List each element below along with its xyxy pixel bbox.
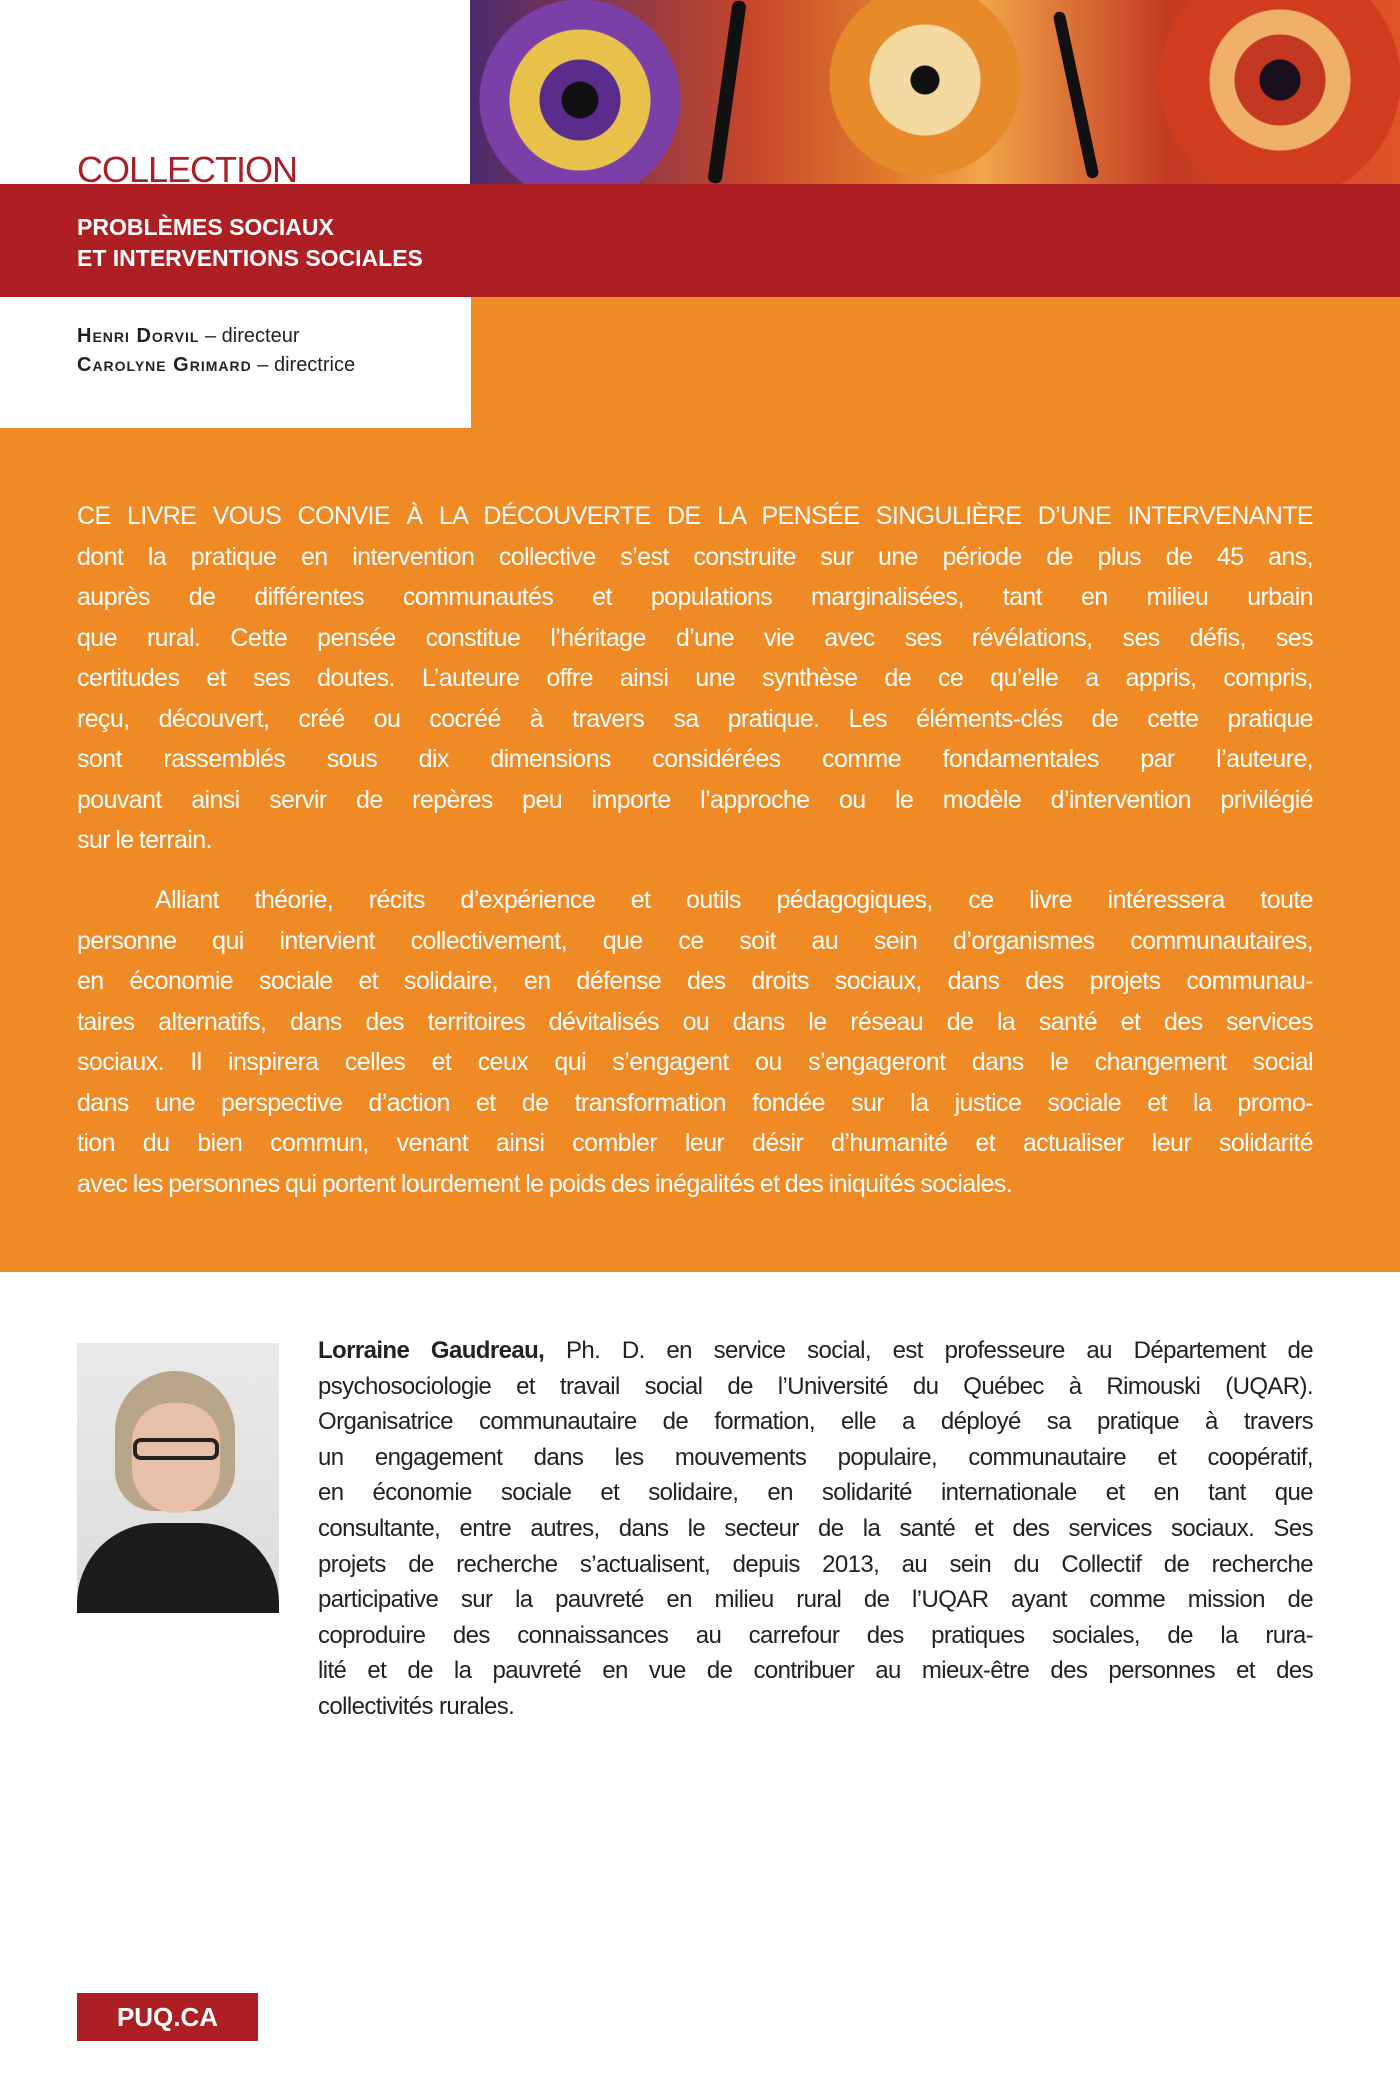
bio-line bbox=[318, 1333, 1313, 1369]
text-line: psychosociologie et travail social de l’Université du Québec à Rimouski (UQAR). bbox=[318, 1372, 1313, 1400]
painting-stroke bbox=[707, 0, 746, 184]
text-line: pouvant ainsi servir de repères peu importe l’approche ou le modèle d’intervention privilégié bbox=[77, 785, 1313, 814]
summary-paragraph-2 bbox=[77, 880, 1313, 1204]
text-line: en économie sociale et solidaire, en défense des droits sociaux, dans des projets communau- bbox=[77, 967, 1313, 995]
text-line: reçu, découvert, créé ou cocréé à travers sa pratique. Les éléments-clés de cette pratique bbox=[77, 704, 1313, 733]
director-role: – directrice bbox=[257, 354, 356, 376]
text-line: sur le terrain. bbox=[77, 826, 212, 854]
text-line: projets de recherche s’actualisent, depuis 2013, au sein du Collectif de recherche bbox=[318, 1550, 1313, 1578]
text-line: auprès de différentes communautés et populations marginalisées, tant en milieu urbain bbox=[77, 583, 1313, 611]
text-line: certitudes et ses doutes. L’auteure offre ainsi une synthèse de ce qu’elle a appris, compris, bbox=[77, 664, 1313, 692]
text-line: sociaux. Il inspirera celles et ceux qui s’engagent ou s’engageront dans le changement social bbox=[77, 1048, 1313, 1076]
author-photo bbox=[77, 1343, 279, 1613]
text-line: taires alternatifs, dans des territoires dévitalisés ou dans le réseau de la santé et des services bbox=[77, 1007, 1313, 1036]
text-line: participative sur la pauvreté en milieu rural de l’UQAR ayant comme mission de bbox=[318, 1586, 1313, 1614]
series-title bbox=[77, 212, 423, 274]
author-bio bbox=[318, 1333, 1313, 1725]
text-line: un engagement dans les mouvements populaire, communautaire et coopératif, bbox=[318, 1443, 1313, 1471]
series-band bbox=[0, 184, 1400, 297]
text-line: avec les personnes qui portent lourdement le poids des inégalités et des iniquités sociales. bbox=[77, 1169, 1013, 1198]
text-line: coproduire des connaissances au carrefour des pratiques sociales, de la rura- bbox=[318, 1621, 1313, 1649]
director bbox=[77, 351, 355, 380]
collection-label: COLLECTION bbox=[77, 149, 298, 184]
series-title-line: ET INTERVENTIONS SOCIALES bbox=[77, 245, 423, 271]
director-role: – directeur bbox=[204, 325, 300, 347]
text-line: dans une perspective d’action et de transformation fondée sur la justice sociale et la promo- bbox=[77, 1088, 1313, 1117]
series-title-line: PROBLÈMES SOCIAUX bbox=[77, 214, 334, 240]
text-line: Alliant théorie, récits d’expérience et outils pédagogiques, ce livre intéressera toute bbox=[155, 886, 1313, 914]
director-name: Carolyne Grimard bbox=[77, 354, 252, 376]
bio-text: Ph. D. en service social, est professeure au Département de bbox=[544, 1337, 1313, 1364]
text-line: dont la pratique en intervention collective s’est construite sur une période de plus de 45 ans, bbox=[77, 542, 1313, 571]
directors-list bbox=[77, 322, 355, 380]
text-line: CE LIVRE VOUS CONVIE À LA DÉCOUVERTE DE LA PENSÉE SINGULIÈRE D’UNE INTERVENANTE bbox=[77, 502, 1313, 530]
text-line: consultante, entre autres, dans le secteur de la santé et des services sociaux. Ses bbox=[318, 1514, 1313, 1542]
director-name: Henri Dorvil bbox=[77, 325, 200, 347]
painting-stroke bbox=[1052, 11, 1099, 180]
author-name: Lorraine Gaudreau, bbox=[318, 1337, 545, 1364]
text-line: que rural. Cette pensée constitue l’héritage d’une vie avec ses révélations, ses défis, ses bbox=[77, 623, 1313, 652]
cover-painting bbox=[470, 0, 1400, 184]
summary-paragraph-1 bbox=[77, 496, 1313, 861]
text-line: sont rassemblés sous dix dimensions considérées comme fondamentales par l’auteure, bbox=[77, 745, 1313, 773]
text-line: personne qui intervient collectivement, que ce soit au sein d’organismes communautaires, bbox=[77, 926, 1313, 955]
text-line: tion du bien commun, venant ainsi combler leur désir d’humanité et actualiser leur solidarité bbox=[77, 1129, 1313, 1157]
text-line: en économie sociale et solidaire, en solidarité internationale et en tant que bbox=[318, 1479, 1313, 1507]
text-line: Organisatrice communautaire de formation, elle a déployé sa pratique à travers bbox=[318, 1408, 1313, 1436]
text-line: collectivités rurales. bbox=[318, 1692, 515, 1720]
text-line: lité et de la pauvreté en vue de contribuer au mieux-être des personnes et des bbox=[318, 1657, 1313, 1685]
director bbox=[77, 322, 355, 351]
website-link[interactable]: PUQ.CA bbox=[77, 1993, 258, 2041]
